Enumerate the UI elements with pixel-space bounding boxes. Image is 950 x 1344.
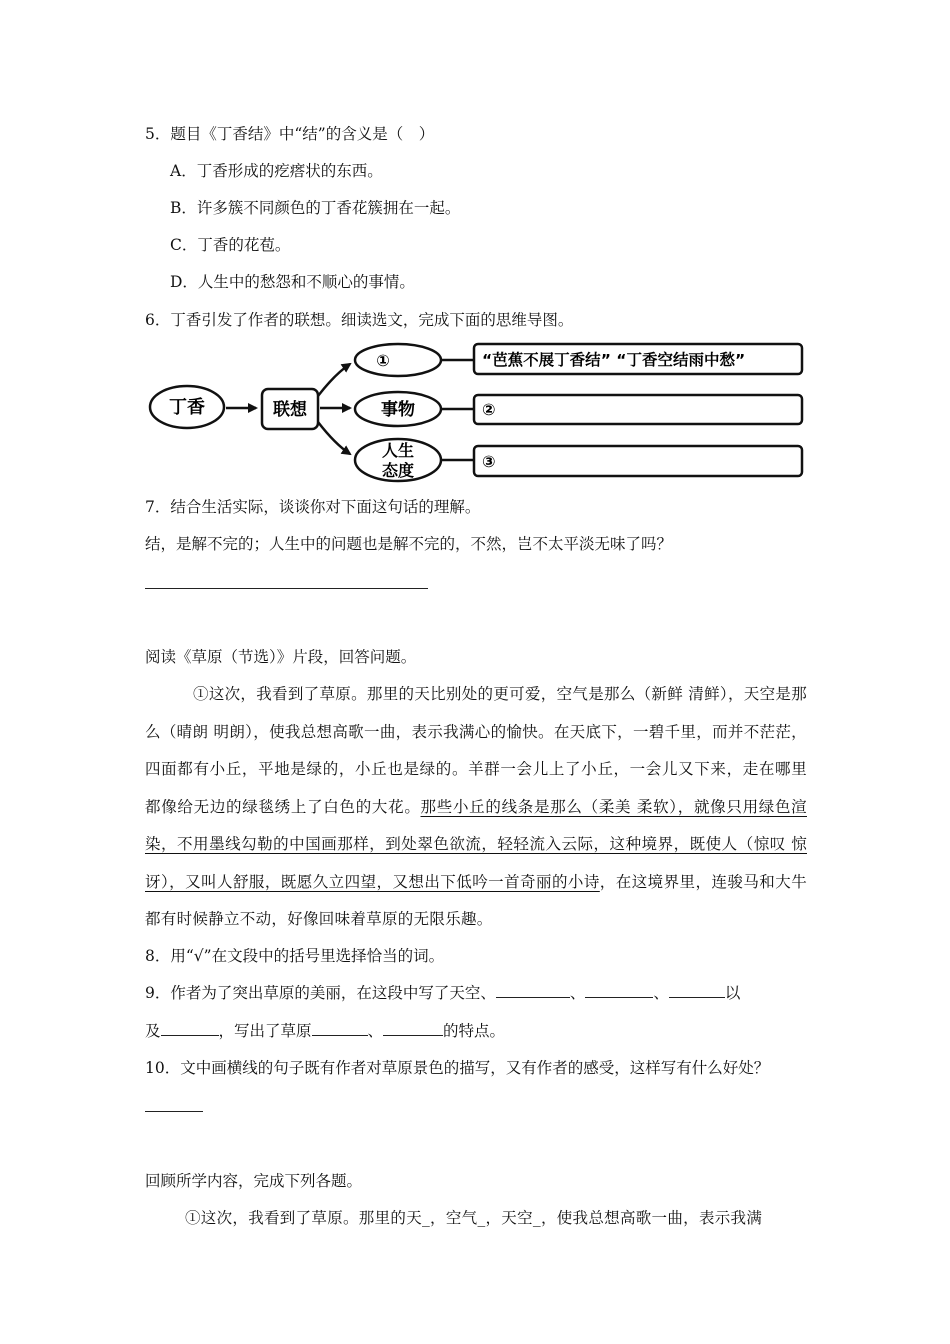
- q7-answer-line[interactable]: [145, 588, 428, 589]
- q9-text-tail: 的特点。: [443, 1022, 506, 1040]
- mindmap-box-2: [474, 395, 802, 424]
- q9-blank-2[interactable]: [585, 983, 653, 998]
- q9-blank-1[interactable]: [496, 983, 570, 998]
- q9-sep-2: 、: [653, 984, 669, 1002]
- q5-option-c: C．丁香的花苞。: [170, 236, 291, 254]
- q9-blank-5[interactable]: [312, 1021, 368, 1036]
- q10-answer-line[interactable]: [145, 1111, 203, 1112]
- passage-text-2: ，在这境界里，连骏马和大牛都有时候静立不动，好像回味着草原的无限乐趣。: [145, 872, 807, 928]
- q5-stem: 5．题目《丁香结》中“结”的含义是（ ）: [145, 125, 435, 143]
- mindmap-box-1-text: “芭蕉不展丁香结” “丁香空结雨中愁”: [482, 351, 746, 369]
- q10-stem: 10．文中画横线的句子既有作者对草原景色的描写，又有作者的感受，这样写有什么好处？: [145, 1059, 770, 1077]
- q5-option-d: D．人生中的愁怨和不顺心的事情。: [170, 273, 415, 291]
- q9-blank-6[interactable]: [383, 1021, 443, 1036]
- reading-passage: [145, 676, 807, 939]
- q9-text-ji: 及: [145, 1022, 161, 1040]
- mindmap-root-label: 丁香: [169, 397, 205, 418]
- mindmap-box-3: [474, 446, 802, 476]
- review-passage: ①这次，我看到了草原。那里的天_，空气_，天空_，使我总想高歌一曲，表示我满: [185, 1209, 763, 1227]
- q9-sep-1: 、: [569, 984, 586, 1002]
- mindmap-branch1-node: [355, 344, 441, 376]
- q9-text-yi: 以: [724, 984, 741, 1002]
- q9-blank-3[interactable]: [669, 983, 725, 998]
- mind-map: [140, 336, 810, 486]
- mindmap-box-3-text: ③: [482, 452, 496, 471]
- passage-text-1: ①这次，我看到了草原。那里的天比别处的更可爱，空气是那么（新鲜 清鲜），天空是那么（晴朗 明朗），使我总想高歌一曲，表示我满心的愉快。在天底下，一碧千里，而并不茫茫，四面都有小丘，平地是绿的，小丘也是绿的。羊群一会儿上了小丘，一会儿又下来，走在哪里都像给无边的绿毯绣上了白色的大花。: [145, 685, 807, 816]
- q9-line-1: [145, 983, 740, 1003]
- mindmap-middle-label: 联想: [273, 400, 307, 420]
- q9-text-mid: ，写出了草原: [218, 1022, 312, 1040]
- q9-text-part1: 9．作者为了突出草原的美丽，在这段中写了天空、: [145, 984, 496, 1002]
- mindmap-branch2-label: 事物: [381, 400, 415, 420]
- mindmap-branch3-label-2: 态度: [381, 461, 415, 480]
- q9-sep-3: 、: [367, 1022, 384, 1040]
- q7-quote: 结，是解不完的；人生中的问题也是解不完的，不然，岂不太平淡无味了吗？: [145, 535, 673, 553]
- reading-intro: 阅读《草原（节选）》片段，回答问题。: [145, 648, 417, 666]
- q9-blank-4[interactable]: [161, 1021, 219, 1036]
- q5-option-b: B．许多簇不同颜色的丁香花簇拥在一起。: [170, 199, 461, 217]
- passage-underlined-sentence: 那些小丘的线条是那么（柔美 柔软），就像只用绿色渲染，不用墨线勾勒的中国画那样，到处翠色欲流，轻轻流入云际，这种境界，既使人（惊叹 惊讶），又叫人舒服，既愿久立四望，又想出下低吟一首奇丽的小诗: [145, 797, 807, 891]
- review-intro: 回顾所学内容，完成下列各题。: [145, 1172, 363, 1190]
- q6-stem: 6．丁香引发了作者的联想。细读选文，完成下面的思维导图。: [145, 311, 574, 329]
- q8-stem: 8．用“√”在文段中的括号里选择恰当的词。: [145, 947, 445, 965]
- mindmap-arrow-branch3: [318, 422, 350, 454]
- q5-option-a: A．丁香形成的疙瘩状的东西。: [170, 162, 383, 180]
- mindmap-arrow-branch1: [318, 364, 350, 396]
- q7-stem: 7．结合生活实际，谈谈你对下面这句话的理解。: [145, 498, 481, 516]
- mindmap-branch3-label-1: 人生: [381, 441, 415, 460]
- q9-line-2: [145, 1021, 505, 1041]
- mindmap-branch1-label: ①: [376, 351, 390, 370]
- mindmap-box-2-text: ②: [482, 400, 496, 419]
